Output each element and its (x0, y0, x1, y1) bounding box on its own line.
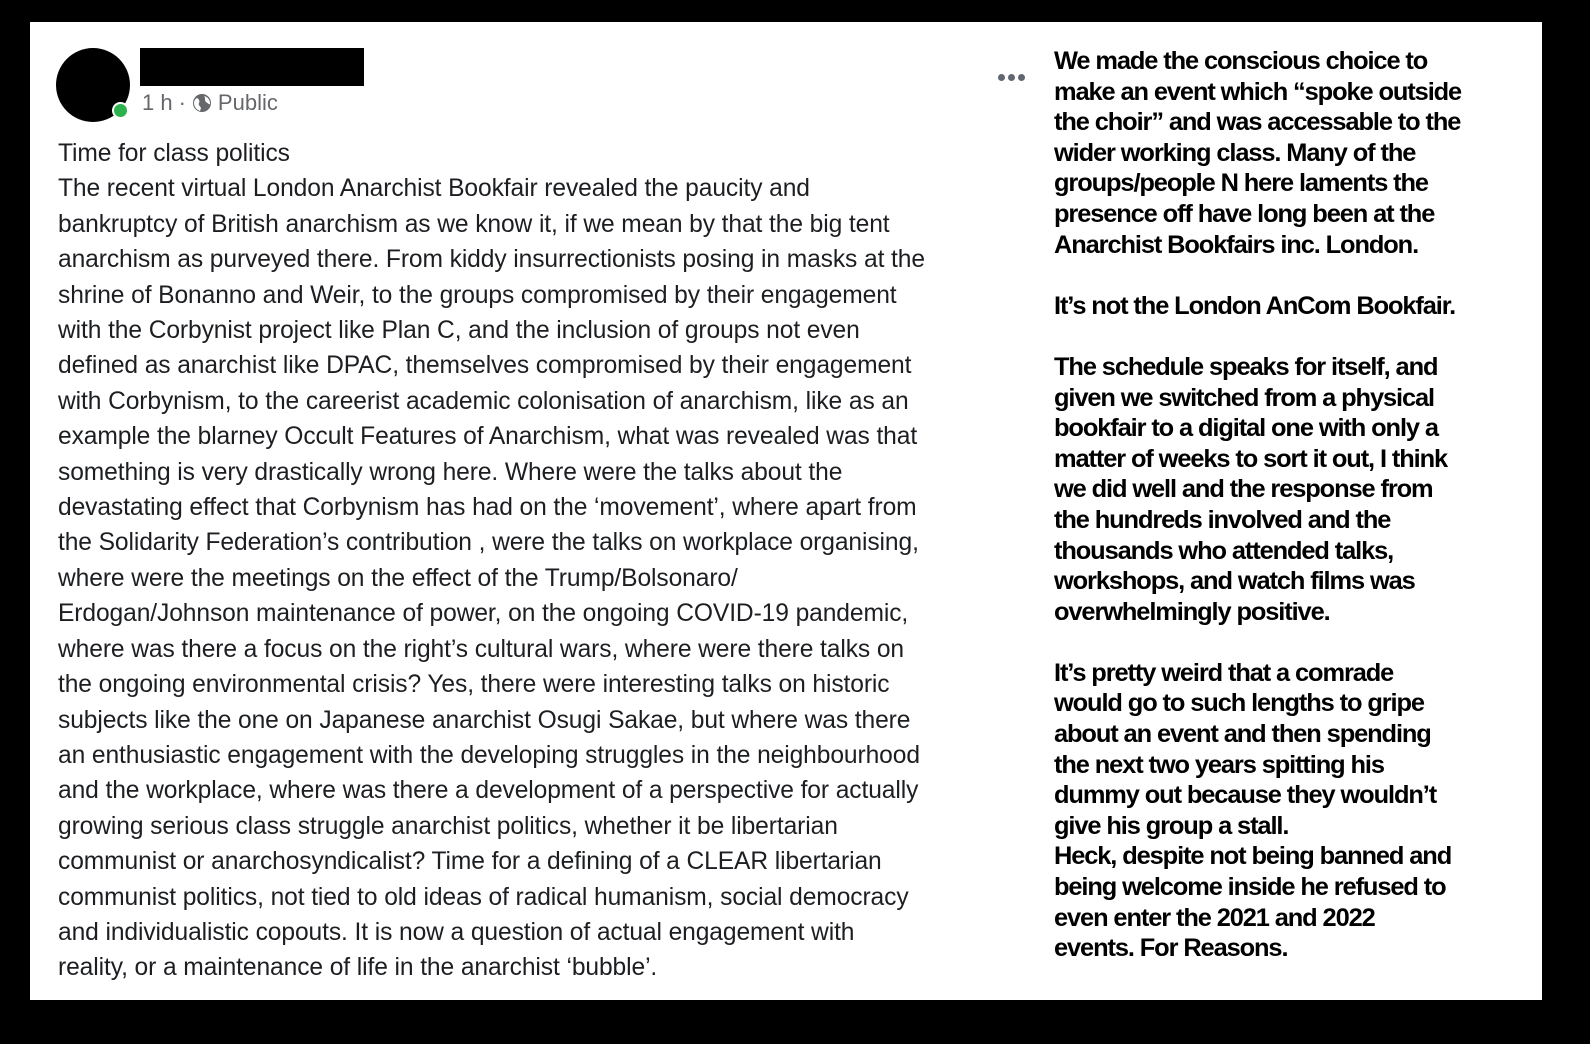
audience-label: Public (217, 90, 278, 115)
reply-text-line: matter of weeks to sort it out, I think (1054, 444, 1448, 473)
post-text-line: where were the meetings on the effect of the Trump/Bolsonaro/ (58, 564, 738, 592)
reply-text-line: The schedule speaks for itself, and (1054, 352, 1438, 381)
reply-text-line: we did well and the response from (1054, 475, 1433, 504)
post-text-line: the Solidarity Federation’s contribution , were the talks on workplace organising, (58, 529, 919, 557)
reply-text-line: presence off have long been at the (1054, 199, 1435, 228)
reply-text-line: wider working class. Many of the (1054, 138, 1416, 167)
reply-text-line: thousands who attended talks, (1054, 536, 1394, 565)
reply-text-line: dummy out because they wouldn’t (1054, 781, 1437, 810)
reply-text-line: would go to such lengths to gripe (1054, 689, 1424, 718)
more-options-icon (998, 74, 1005, 81)
post-text-line: defined as anarchist like DPAC, themselves compromised by their engagement (58, 352, 912, 380)
post-text-line: The recent virtual London Anarchist Bookfair revealed the paucity and (58, 175, 810, 203)
reply-text-line: Anarchist Bookfairs inc. London. (1054, 230, 1419, 259)
more-options-dot (1008, 74, 1015, 81)
reply-text-line: It’s pretty weird that a comrade (1054, 658, 1394, 687)
reply-text-overlay (1054, 46, 1534, 964)
post-text-line: an enthusiastic engagement with the developing struggles in the neighbourhood (58, 741, 920, 769)
post-text-line: reality, or a maintenance of life in the anarchist ‘bubble’. (58, 954, 658, 982)
post-text-line: communist or anarchosyndicalist? Time for a defining of a CLEAR libertarian (58, 848, 882, 876)
more-options-dot (1018, 74, 1025, 81)
reply-text-line: Heck, despite not being banned and (1054, 842, 1452, 871)
reply-text-line: groups/people N here laments the (1054, 169, 1428, 198)
post-text-line: the ongoing environmental crisis? Yes, there were interesting talks on historic (58, 671, 890, 699)
post-text-line: example the blarney Occult Features of Anarchism, what was revealed was that (58, 423, 918, 451)
reply-text-line: the next two years spitting his (1054, 750, 1384, 779)
post-text-line: bankruptcy of British anarchism as we know it, if we mean by that the big tent (58, 210, 890, 238)
post-text-line: Erdogan/Johnson maintenance of power, on the ongoing COVID-19 pandemic, (58, 600, 909, 628)
paragraph-gap (1054, 260, 1534, 291)
timestamp[interactable]: 1 h (142, 90, 173, 115)
online-status-indicator (112, 102, 129, 119)
reply-text-line: overwhelmingly positive. (1054, 597, 1330, 626)
post-text-line: with Corbynism, to the careerist academic colonisation of anarchism, like as an (58, 387, 909, 415)
post-text-line: growing serious class struggle anarchist politics, whether it be libertarian (58, 812, 838, 840)
globe-icon (192, 93, 212, 113)
reply-text-line: workshops, and watch films was (1054, 567, 1415, 596)
post-text-line: communist politics, not tied to old ideas of radical humanism, social democracy (58, 883, 909, 911)
reply-text-line: about an event and then spending (1054, 720, 1431, 749)
reply-text-line: being welcome inside he refused to (1054, 873, 1446, 902)
reply-text-line: bookfair to a digital one with only a (1054, 414, 1438, 443)
reply-text-line: given we switched from a physical (1054, 383, 1434, 412)
reply-text-line: events. For Reasons. (1054, 934, 1288, 963)
reply-text-line: give his group a stall. (1054, 811, 1289, 840)
post-text-line: and individualistic copouts. It is now a question of actual engagement with (58, 918, 855, 946)
post-text-line: where was there a focus on the right’s cultural wars, where were there talks on (58, 635, 905, 663)
reply-text-line: We made the conscious choice to (1054, 47, 1428, 75)
post-card (30, 22, 1542, 1000)
paragraph-gap (1054, 321, 1534, 352)
post-text-line: and the workplace, where was there a development of a perspective for actually (58, 777, 919, 805)
paragraph-gap (1054, 627, 1534, 658)
reply-text-line: It’s not the London AnCom Bookfair. (1054, 291, 1456, 320)
reply-text-line: even enter the 2021 and 2022 (1054, 903, 1375, 932)
post-text-line: with the Corbynist project like Plan C, and the inclusion of groups not even (58, 317, 860, 345)
post-title-line: Time for class politics (58, 140, 290, 167)
post-text-line: shrine of Bonanno and Weir, to the groups compromised by their engagement (58, 281, 897, 309)
author-name-redacted (140, 48, 364, 86)
post-text-line: anarchism as purveyed there. From kiddy insurrectionists posing in masks at the (58, 246, 925, 274)
reply-text-line: the choir” and was accessable to the (1054, 108, 1461, 137)
post-text-line: subjects like the one on Japanese anarchist Osugi Sakae, but where was there (58, 706, 911, 734)
meta-separator: · (178, 90, 186, 115)
post-text-line: something is very drastically wrong here. Where were the talks about the (58, 458, 843, 486)
post-text-line: devastating effect that Corbynism has had on the ‘movement’, where apart from (58, 494, 917, 522)
more-options-button[interactable] (998, 74, 1025, 81)
reply-text-line: make an event which “spoke outside (1054, 77, 1462, 106)
post-meta (142, 90, 278, 116)
reply-text-line: the hundreds involved and the (1054, 505, 1391, 534)
post-body (58, 136, 1043, 986)
